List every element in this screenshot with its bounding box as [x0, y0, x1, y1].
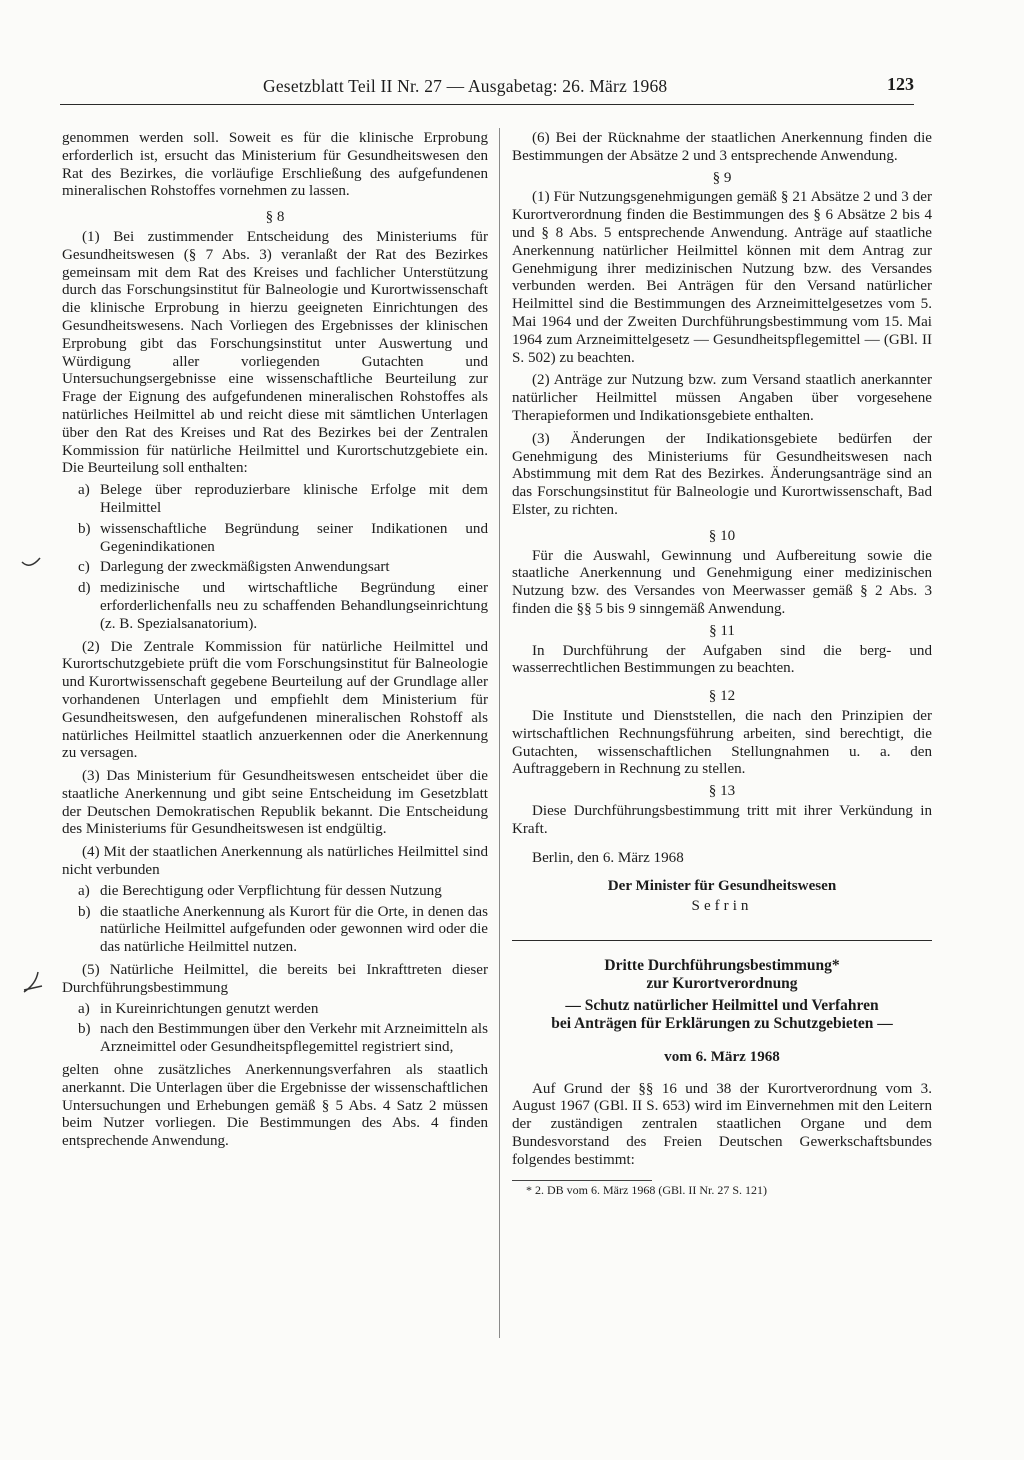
page-header	[60, 74, 914, 105]
section-heading-13: § 13	[708, 783, 736, 800]
next-regulation-subtitle: — Schutz natürlicher Heilmittel und Verfahren	[565, 996, 879, 1014]
list-item-text: wissenschaftliche Begründung seiner Indikationen und Gegenindikationen	[100, 520, 488, 555]
section-heading-9: § 9	[712, 169, 732, 186]
section-heading-12: § 12	[708, 688, 736, 705]
footnote-rule	[512, 1180, 652, 1181]
next-regulation-title: Dritte Durchführungsbestimmung*	[604, 956, 840, 974]
paragraph-8-5: (5) Natürliche Heilmittel, die bereits bei Inkrafttreten dieser Durchführungsbestimmung	[62, 962, 488, 996]
list-item-text: Belege über reproduzierbare klinische Erfolge mit dem Heilmittel	[100, 482, 488, 516]
margin-check-mark	[20, 556, 42, 572]
next-regulation-title-line2: zur Kurortverordnung	[646, 974, 798, 992]
list-item-text: Darlegung der zweckmäßigsten Anwendungsart	[100, 559, 390, 576]
list-item-label: a)	[78, 1000, 90, 1017]
list-item-text: die staatliche Anerkennung als Kurort für die Orte, in denen das natürliche Heilmittel aufgefunden oder gewonnen wird oder die das natürliche Heilmittel nutzen.	[100, 903, 488, 956]
list-item-text: nach den Bestimmungen über den Verkehr mit Arzneimitteln als Arzneimittel oder Gesundheitspflegemittel registriert sind,	[100, 1021, 488, 1056]
paragraph-9-3: (3) Änderungen der Indikationsgebiete bedürfen der Genehmigung des Ministeriums für Gesundheitswesen nach Abstimmung mit dem Rat des Bezirkes. Änderungsanträge sind an das Forschungsinstitut für Balneologie und Kurortwissenschaft, Bad Elster, zu richten.	[512, 430, 932, 518]
list-item	[78, 580, 488, 633]
list-item-label: b)	[78, 903, 91, 920]
page-number: 123	[887, 74, 914, 94]
list-item-text: medizinische und wirtschaftliche Begründung einer erforderlichenfalls neu zu schaffenden Behandlungseinrichtung (z. B. Spezialsanatorium).	[100, 580, 488, 632]
list-item-text: die Berechtigung oder Verpflichtung für dessen Nutzung	[100, 882, 442, 899]
paragraph-8-5-continued: gelten ohne zusätzliches Anerkennungsverfahren als staatlich anerkannt. Die Unterlagen über die Ergebnisse der wissenschaftlichen Untersuchungen und Erhebungen gemäß § 5 Abs. 4 Satz 2 müssen beim Nutzer vorliegen. Die Bestimmungen des Abs. 4 finden entsprechende Anwendung.	[62, 1062, 488, 1150]
paragraph-continuation: genommen werden soll. Soweit es für die klinische Erprobung erforderlich ist, ersucht das Ministerium für Gesundheitswesen den Rat des Bezirkes, die vorläufige Erschließung des aufgefundenen mineralischen Rohstoffes vornehmen zu lassen.	[62, 130, 488, 200]
section-heading-10: § 10	[708, 527, 736, 544]
list-item-text: in Kureinrichtungen genutzt werden	[100, 1000, 319, 1017]
paragraph-8-2: (2) Die Zentrale Kommission für natürliche Heilmittel und Kurortschutzgebiete prüft die vom Forschungsinstitut für Balneologie und Kurortwissenschaft gegebene Beurteilung auf der Grundlage aller vorhandenen Unterlagen und empfiehlt dem Ministerium für Gesundheitswesen, den aufgefundenen mineralischen Rohstoff als natürliches Heilmittel staatlich anzuerkennen oder die Anerkennung zu versagen.	[62, 638, 488, 762]
place-and-date: Berlin, den 6. März 1968	[532, 850, 684, 867]
next-regulation-subtitle-line2: bei Anträgen für Erklärungen zu Schutzgebieten —	[551, 1014, 893, 1032]
list-item-label: a)	[78, 482, 90, 499]
left-column	[62, 130, 488, 1151]
list-item	[78, 883, 488, 901]
signatory-name: Sefrin	[691, 898, 753, 915]
header-title: Gesetzblatt Teil II Nr. 27 — Ausgabetag: 26. März 1968	[263, 76, 668, 96]
paragraph-12: Die Institute und Dienststellen, die nach den Prinzipien der wirtschaftlichen Rechnungsführung arbeiten, sind berechtigt, die Gutachten, wissenschaftlichen Stellungnahmen u. a. den Auftraggebern in Rechnung zu stellen.	[512, 707, 932, 778]
list-item	[78, 482, 488, 518]
section-heading-11: § 11	[709, 622, 735, 639]
list-item-label: b)	[78, 520, 91, 537]
list-assessment-contents	[62, 482, 488, 633]
paragraph-8-3: (3) Das Ministerium für Gesundheitswesen entscheidet über die staatliche Anerkennung und gibt seine Entscheidung im Gesetzblatt der Deutschen Demokratischen Republik bekannt. Die Entscheidung des Ministeriums für Gesundheitswesen ist endgültig.	[62, 768, 488, 838]
section-heading-8: § 8	[265, 209, 285, 226]
margin-check-mark	[20, 970, 44, 996]
list-item-label: a)	[78, 882, 90, 899]
right-column	[512, 130, 932, 1197]
paragraph-9-1: (1) Für Nutzungsgenehmigungen gemäß § 21 Absätze 2 und 3 der Kurortverordnung finden die Bestimmungen des § 6 Absätze 2 bis 4 und § 8 Abs. 5 entsprechende Anwendung. Anträge auf staatliche Anerkennung natürlicher Heilmittel können mit dem Antrag zur Genehmigung ihrer medizinischen Nutzung bzw. des Versandes verbunden werden. Bei Anträgen für den Versand natürlicher Heilmittel sind die Bestimmungen des Arzneimittelgesetzes vom 5. Mai 1964 und der Zweiten Durchführungsbestimmung vom 15. Mai 1964 zum Arzneimittelgesetz — Gesundheitspflegemittel — (GBl. II S. 502) zu beachten.	[512, 189, 932, 366]
next-regulation-intro: Auf Grund der §§ 16 und 38 der Kurortverordnung vom 3. August 1967 (GBl. II S. 653) wird im Einvernehmen mit den Leitern der zuständigen zentralen staatlichen Organe und dem Bundesvorstand des Freien Deutschen Gewerkschaftsbundes folgendes bestimmt:	[512, 1080, 932, 1168]
next-regulation-date: vom 6. März 1968	[664, 1048, 780, 1065]
list-item	[78, 559, 488, 577]
paragraph-11: In Durchführung der Aufgaben sind die berg- und wasserrechtlichen Bestimmungen zu beachten.	[512, 642, 932, 677]
list-item	[78, 1021, 488, 1057]
paragraph-8-6: (6) Bei der Rücknahme der staatlichen Anerkennung finden die Bestimmungen der Absätze 2 und 3 entsprechende Anwendung.	[512, 130, 932, 164]
column-divider	[499, 128, 500, 1338]
paragraph-9-2: (2) Anträge zur Nutzung bzw. zum Versand staatlich anerkannter natürlicher Heilmittel müssen Angaben über vorgesehene Therapieformen und Indikationsgebiete enthalten.	[512, 372, 932, 424]
footnote: * 2. DB vom 6. März 1968 (GBl. II Nr. 27 S. 121)	[526, 1182, 767, 1197]
paragraph-13: Diese Durchführungsbestimmung tritt mit ihrer Verkündung in Kraft.	[512, 802, 932, 837]
list-item-label: c)	[78, 559, 90, 576]
paragraph-8-4: (4) Mit der staatlichen Anerkennung als natürliches Heilmittel sind nicht verbunden	[62, 844, 488, 879]
list-item-label: b)	[78, 1021, 91, 1038]
paragraph-8-1: (1) Bei zustimmender Entscheidung des Ministeriums für Gesundheitswesen (§ 7 Abs. 3) veranlaßt der Rat des Bezirkes gemeinsam mit dem Rat des Kreises und fachlicher Unterstützung durch das Forschungsinstitut für Balneologie und Kurortwissenschaft die klinische Erprobung in hierzu geeigneten Einrichtungen des Gesundheitswesens. Nach Vorliegen des Ergebnisses der klinischen Erprobung gibt das Forschungsinstitut unter Auswertung und Würdigung aller vorliegenden Gutachten und Untersuchungsergebnisse eine wissenschaftliche Beurteilung zur Frage der Eignung des aufgefundenen mineralischen Rohstoffes als natürliches Heilmittel ab und reicht diese mit sämtlichen Unterlagen über den Rat des Kreises und Rat des Bezirkes bei der Zentralen Kommission für natürliche Heilmittel und Kurortschutzgebiete ein. Die Beurteilung soll enthalten:	[62, 228, 488, 477]
list-not-connected	[62, 883, 488, 957]
list-item	[78, 904, 488, 957]
paragraph-10: Für die Auswahl, Gewinnung und Aufbereitung sowie die staatliche Anerkennung und Genehmigung einer medizinischen Nutzung bzw. des Versandes von Meerwasser gemäß § 2 Abs. 3 finden die §§ 5 bis 9 sinngemäß Anwendung.	[512, 547, 932, 617]
list-existing-remedies	[62, 1001, 488, 1057]
section-rule	[512, 940, 932, 941]
list-item	[78, 521, 488, 557]
list-item	[78, 1001, 488, 1019]
signatory-title: Der Minister für Gesundheitswesen	[607, 878, 837, 895]
list-item-label: d)	[78, 580, 91, 597]
